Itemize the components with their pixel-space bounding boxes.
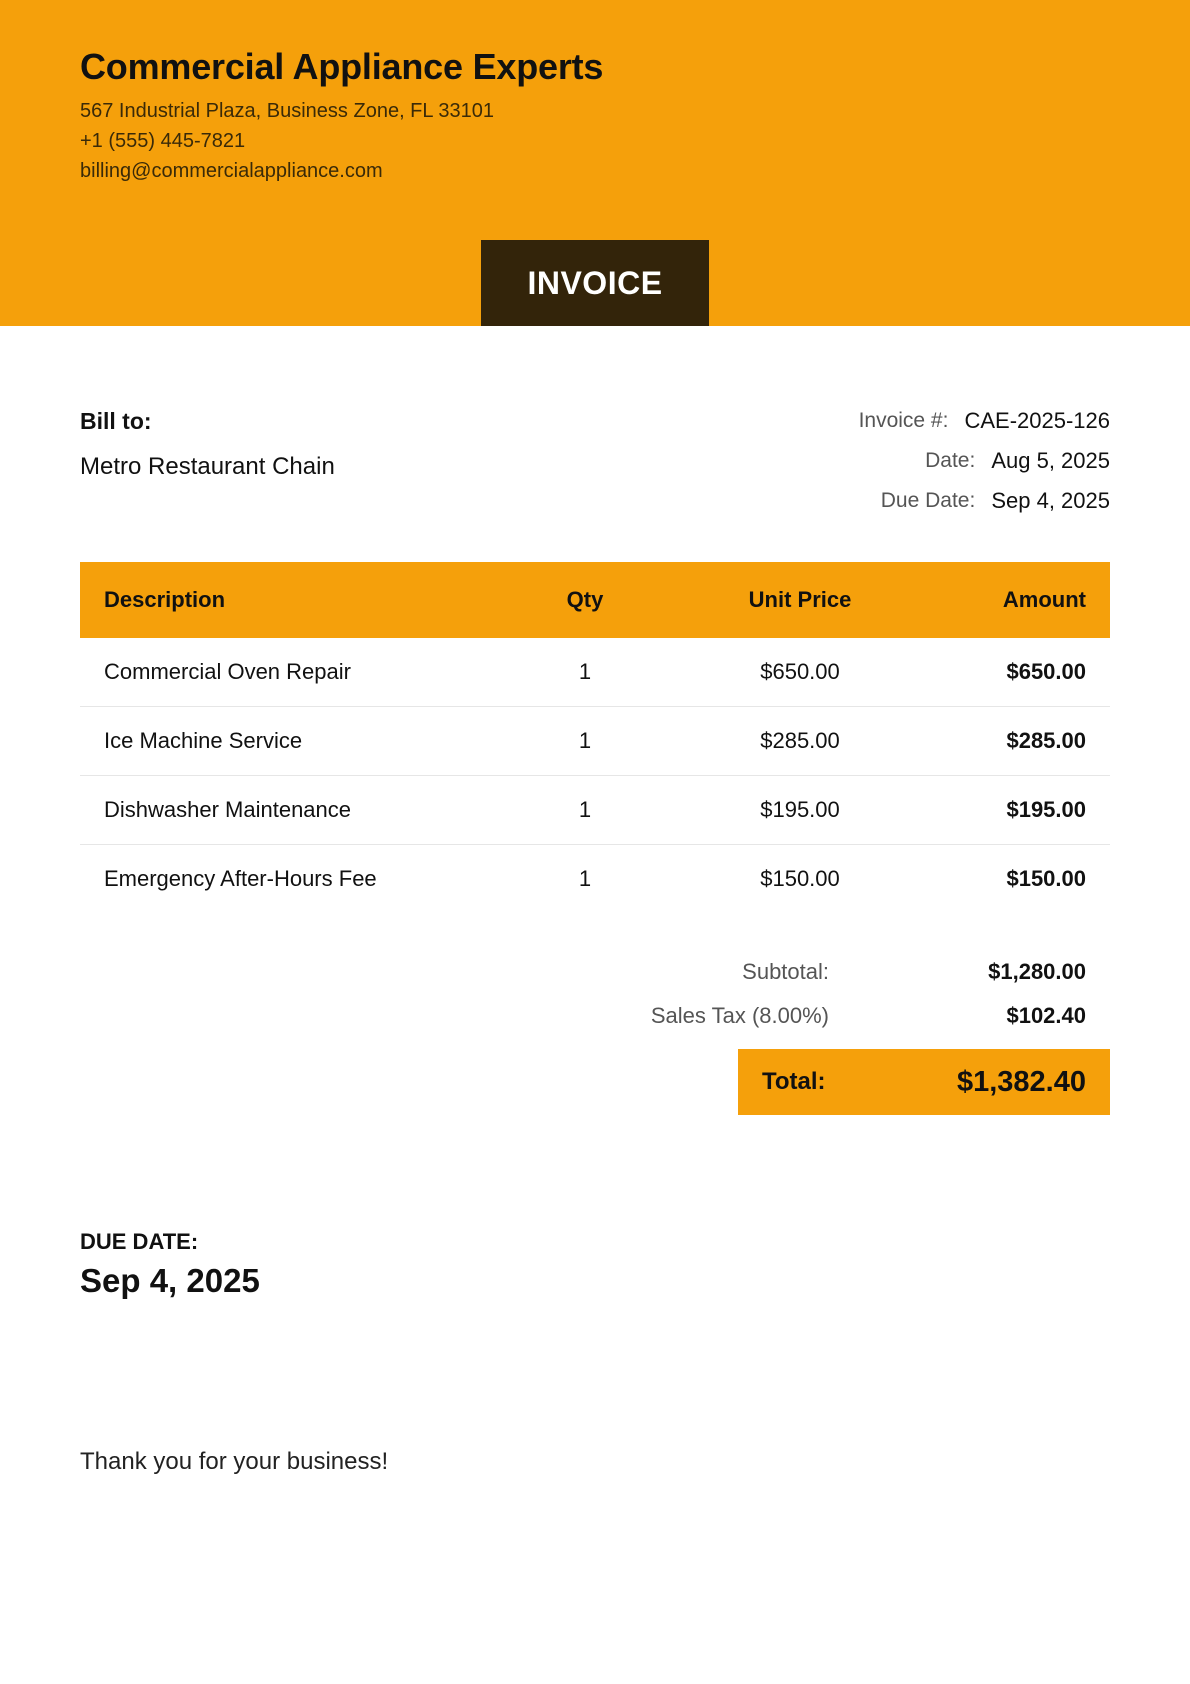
header-description: Description [104, 587, 226, 612]
header-qty: Qty [566, 587, 604, 612]
row-qty: 1 [578, 797, 592, 822]
table-row [80, 638, 1110, 707]
company-name: Commercial Appliance Experts [80, 46, 604, 87]
table-row [80, 707, 1110, 776]
due-date-row [881, 486, 1110, 516]
tax-value: $102.40 [1006, 1003, 1086, 1028]
row-unit-price: $285.00 [760, 728, 840, 753]
bill-to-name: Metro Restaurant Chain [80, 453, 335, 480]
total-value: $1,382.40 [956, 1065, 1086, 1098]
tax-row [0, 1003, 1190, 1037]
row-description: Ice Machine Service [104, 728, 303, 753]
row-unit-price: $195.00 [760, 797, 840, 822]
company-phone: +1 (555) 445-7821 [80, 130, 246, 152]
invoice-number-value: CAE-2025-126 [964, 408, 1110, 433]
row-amount: $195.00 [1006, 797, 1086, 822]
invoice-number-row [859, 406, 1110, 436]
row-unit-price: $650.00 [760, 659, 840, 684]
table-row [80, 776, 1110, 845]
subtotal-label: Subtotal: [742, 959, 829, 984]
tax-label: Sales Tax (8.00%) [650, 1003, 829, 1028]
thank-you-note: Thank you for your business! [80, 1448, 389, 1475]
row-qty: 1 [578, 728, 592, 753]
total-box [738, 1049, 1110, 1115]
invoice-date-row [925, 446, 1110, 476]
row-amount: $150.00 [1006, 866, 1086, 891]
row-description: Emergency After-Hours Fee [104, 866, 377, 891]
company-email: billing@commercialappliance.com [80, 160, 383, 182]
table-header [80, 562, 1110, 638]
invoice-date-value: Aug 5, 2025 [991, 448, 1110, 473]
row-description: Dishwasher Maintenance [104, 797, 352, 822]
company-address: 567 Industrial Plaza, Business Zone, FL 33101 [80, 100, 494, 122]
total-label: Total: [762, 1068, 826, 1095]
bill-to-label: Bill to: [80, 408, 152, 434]
due-date-label: Due Date: [880, 489, 976, 512]
document-title: INVOICE [481, 240, 709, 326]
subtotal-row [0, 959, 1190, 993]
subtotal-value: $1,280.00 [988, 959, 1086, 984]
row-qty: 1 [578, 659, 592, 684]
row-unit-price: $150.00 [760, 866, 840, 891]
invoice-date-label: Date: [925, 449, 976, 472]
line-items-table [80, 562, 1110, 913]
invoice-number-label: Invoice #: [858, 409, 949, 432]
due-date-footer-label: DUE DATE: [80, 1229, 199, 1254]
row-amount: $650.00 [1006, 659, 1086, 684]
row-qty: 1 [578, 866, 592, 891]
due-date-value: Sep 4, 2025 [991, 488, 1110, 513]
table-row [80, 845, 1110, 913]
row-description: Commercial Oven Repair [104, 659, 351, 684]
row-amount: $285.00 [1006, 728, 1086, 753]
due-date-footer-value: Sep 4, 2025 [80, 1262, 260, 1299]
header-unit-price: Unit Price [748, 587, 852, 612]
invoice-header [0, 0, 1190, 326]
header-amount: Amount [1002, 587, 1086, 612]
